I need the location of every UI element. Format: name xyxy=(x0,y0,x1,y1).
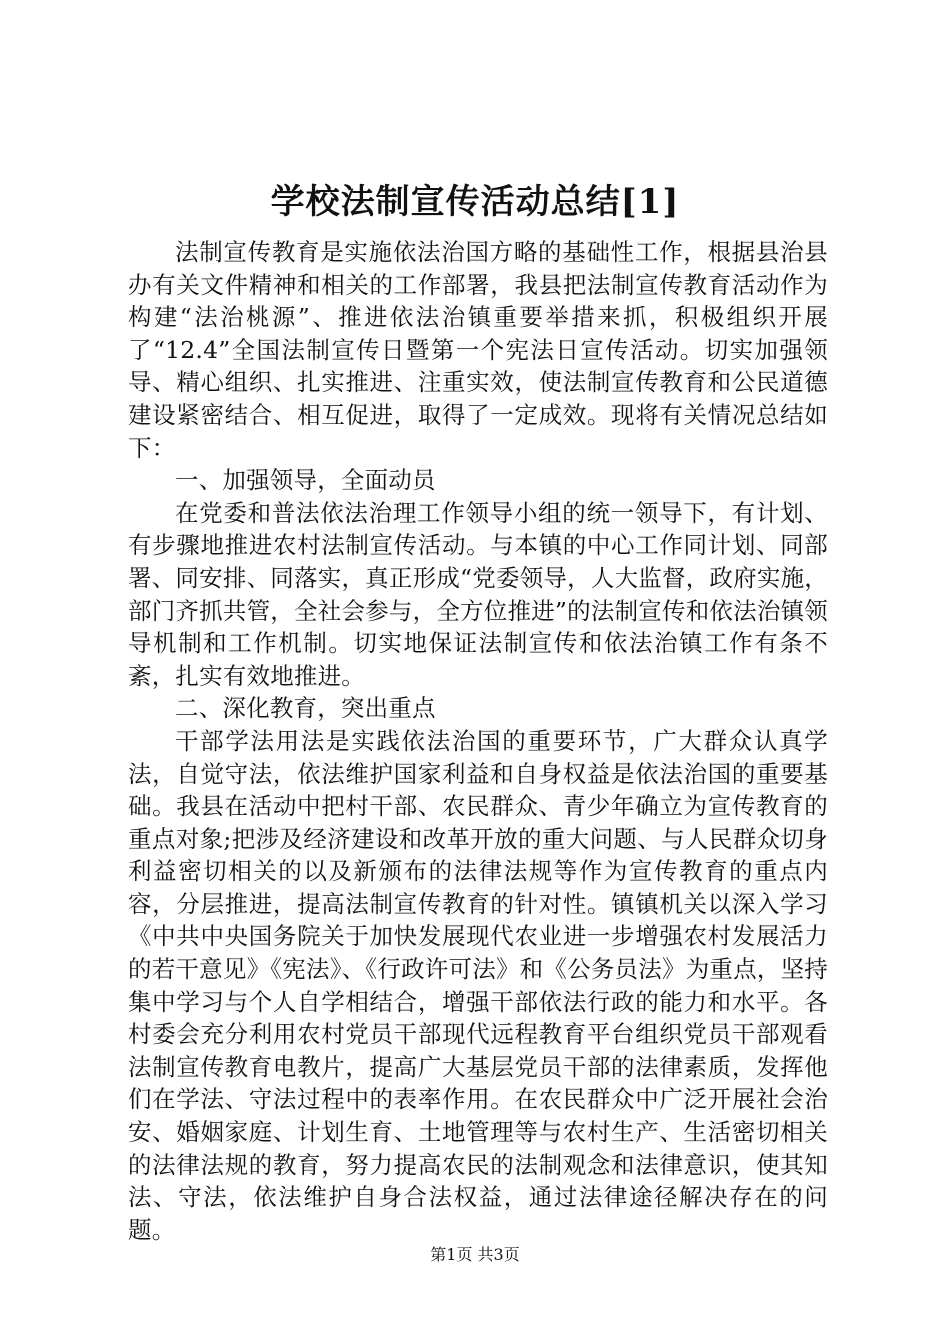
document-body xyxy=(128,236,828,1246)
section-1-paragraph: 在党委和普法依法治理工作领导小组的统一领导下，有计划、有步骤地推进农村法制宣传活动。与本镇的中心工作同计划、同部署、同安排、同落实，真正形成“党委领导，人大监督，政府实施，部门齐抓共管，全社会参与，全方位推进”的法制宣传和依法治镇领导机制和工作机制。切实地保证法制宣传和依法治镇工作有条不紊，扎实有效地推进。 xyxy=(128,498,828,690)
document-title: 学校法制宣传活动总结[1] xyxy=(270,182,680,222)
intro-paragraph: 法制宣传教育是实施依法治国方略的基础性工作，根据县治县办有关文件精神和相关的工作部署，我县把法制宣传教育活动作为构建“法治桃源”、推进依法治镇重要举措来抓，积极组织开展了“12.4”全国法制宣传日暨第一个宪法日宣传活动。切实加强领导、精心组织、扎实推进、注重实效，使法制宣传教育和公民道德建设紧密结合、相互促进，取得了一定成效。现将有关情况总结如下： xyxy=(128,238,828,462)
section-heading-1: 一、加强领导，全面动员 xyxy=(175,466,436,495)
section-2-paragraph: 干部学法用法是实践依法治国的重要环节，广大群众认真学法，自觉守法，依法维护国家利益和自身权益是依法治国的重要基础。我县在活动中把村干部、农民群众、青少年确立为宣传教育的重点对象;把涉及经济建设和改革开放的重大问题、与人民群众切身利益密切相关的以及新颁布的法律法规等作为宣传教育的重点内容，分层推进，提高法制宣传教育的针对性。镇镇机关以深入学习《中共中央国务院关于加快发展现代农业进一步增强农村发展活力的若干意见》《宪法》、《行政许可法》和《公务员法》为重点，坚持集中学习与个人自学相结合，增强干部依法行政的能力和水平。各村委会充分利用农村党员干部现代远程教育平台组织党员干部观看法制宣传教育电教片，提高广大基层党员干部的法律素质，发挥他们在学法、守法过程中的表率作用。在农民群众中广泛开展社会治安、婚姻家庭、计划生育、土地管理等与农村生产、生活密切相关的法律法规的教育，努力提高农民的法制观念和法律意识，使其知法、守法，依法维护自身合法权益，通过法律途径解决存在的问题。 xyxy=(128,726,828,1244)
section-heading-2: 二、深化教育，突出重点 xyxy=(175,694,436,723)
page-footer: 第1页 共3页 xyxy=(430,1245,520,1264)
